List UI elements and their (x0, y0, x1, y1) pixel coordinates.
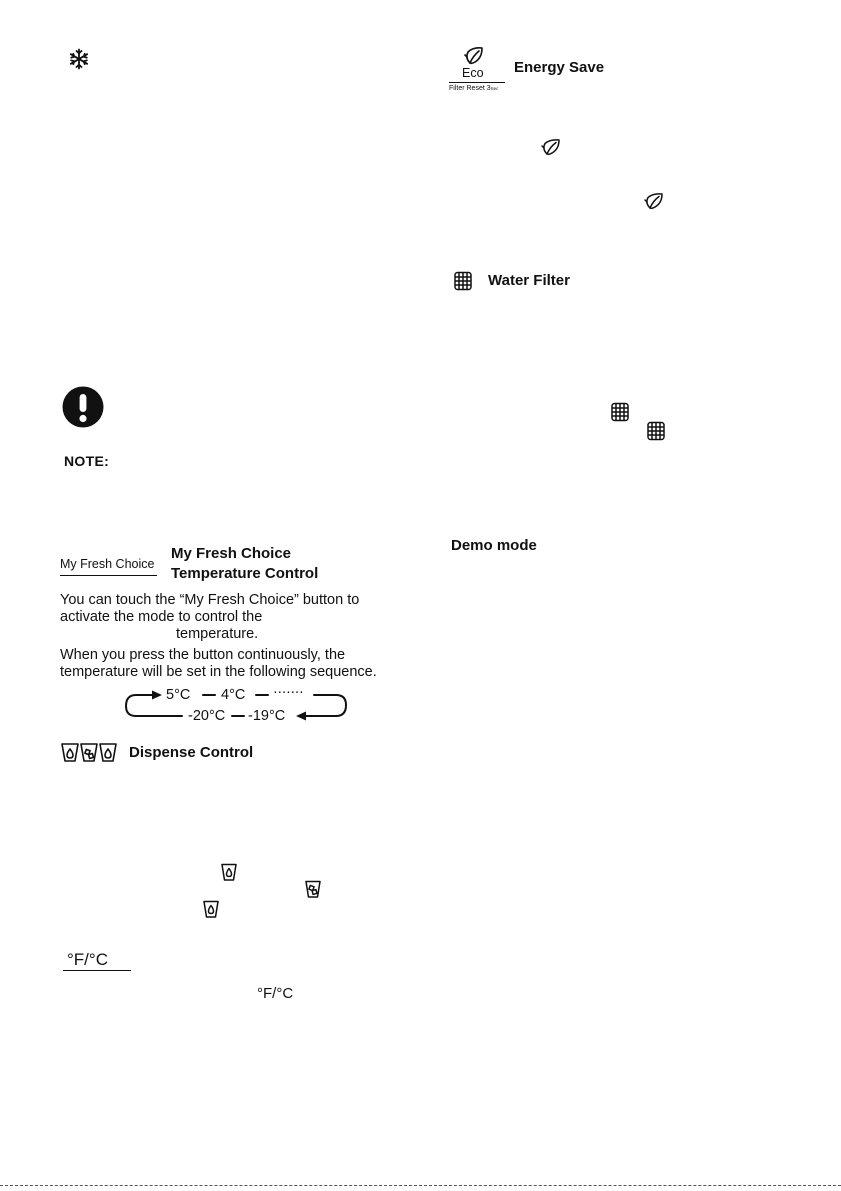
eco-leaf-icon (464, 46, 484, 66)
unit-icon-underline (63, 970, 131, 971)
eco-icon-underline (449, 82, 505, 83)
dispense-control-title: Dispense Control (129, 744, 254, 761)
seq-bottom-1: -20°C (188, 708, 226, 724)
leaf-icon-2 (644, 192, 664, 210)
water-filter-inline-icon (610, 402, 630, 422)
water-cup-icon (221, 863, 237, 881)
eco-icon-label: Eco (462, 66, 484, 80)
my-fresh-para2-line1: When you press the button continuously, the (60, 647, 346, 663)
my-fresh-choice-underline (60, 575, 157, 576)
my-fresh-para1-line2: activate the mode to control the (60, 609, 263, 625)
unit-icon-label: °F/°C (67, 950, 108, 969)
my-fresh-para1-line1: You can touch the “My Fresh Choice” button to (60, 592, 360, 608)
seq-top-2: 4°C (221, 687, 246, 703)
dispense-icons (61, 741, 119, 763)
ice-cup-icon (305, 880, 321, 898)
my-fresh-para1-line3: temperature. (176, 626, 259, 642)
filter-reset-label: Filter Reset 3Sec (449, 85, 499, 92)
demo-mode-title: Demo mode (451, 537, 537, 554)
seq-top-1: 5°C (166, 687, 191, 703)
water-filter-title: Water Filter (488, 272, 570, 289)
energy-save-title: Energy Save (514, 59, 605, 76)
seq-top-3: ······· (273, 684, 304, 700)
water-filter-inline-icon-2 (646, 421, 666, 441)
note-label: NOTE: (64, 453, 110, 469)
water-cup-icon-2 (203, 900, 219, 918)
my-fresh-choice-icon-label: My Fresh Choice (60, 557, 155, 571)
unit-inline-label: °F/°C (257, 985, 294, 1002)
my-fresh-choice-title-1: My Fresh Choice (171, 545, 292, 562)
water-filter-icon (453, 271, 473, 291)
leaf-icon (541, 138, 561, 156)
my-fresh-para2-line2: temperature will be set in the following sequence. (60, 664, 377, 680)
warning-icon (62, 386, 104, 428)
snowflake-icon (68, 48, 90, 70)
page-bottom-rule (0, 1185, 841, 1186)
my-fresh-choice-title-2: Temperature Control (171, 565, 319, 582)
seq-bottom-2: -19°C (248, 708, 286, 724)
